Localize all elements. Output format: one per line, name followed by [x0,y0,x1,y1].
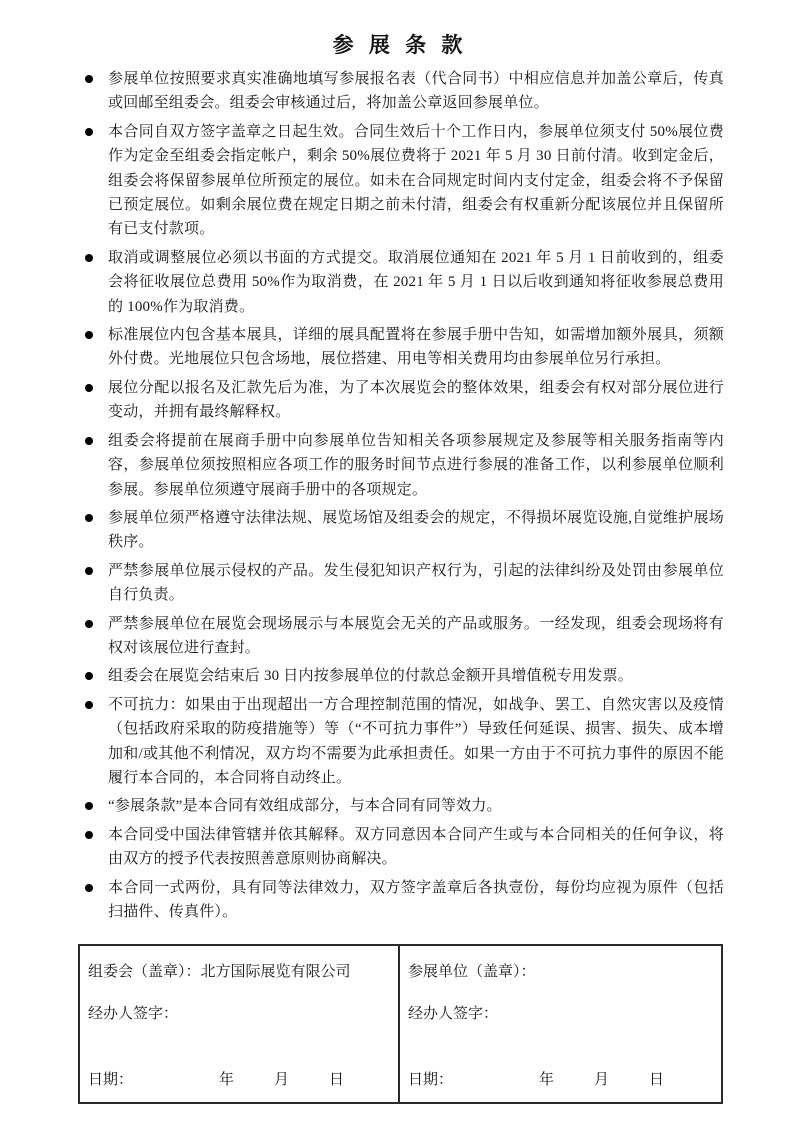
term-item [84,823,724,872]
bullet-icon [85,701,93,709]
term-text: 不可抗力：如果由于出现超出一方合理控制范围的情况，如战争、罢工、自然灾害以及疫情（包括政府采取的防疫措施等）等（“不可抗力事件”）导致任何延误、损害、损失、成本增加和/或其他不利情况，双方均不需要为此承担责任。如果一方由于不可抗力事件的原因不能履行本合同的，本合同将自动终止。 [108,696,724,786]
term-text: 组委会在展览会结束后 30 日内按参展单位的付款总金额开具增值税专用发票。 [108,668,633,685]
term-item [84,246,724,319]
term-text: 标准展位内包含基本展具，详细的展具配置将在参展手册中告知，如需增加额外展具，须额外付费。光地展位只包含场地，展位搭建、用电等相关费用均由参展单位另行承担。 [108,327,724,368]
bullet-icon [85,567,93,575]
page-title: 参 展 条 款 [332,33,468,57]
bullet-icon [85,831,93,839]
term-item [84,876,724,925]
bullet-icon [85,620,93,628]
term-item [84,120,724,242]
bullet-icon [85,802,93,810]
term-text: 严禁参展单位展示侵权的产品。发生侵犯知识产权行为，引起的法律纠纷及处罚由参展单位自行负责。 [108,562,724,604]
term-text: 本合同受中国法律管辖并依其解释。双方同意因本合同产生或与本合同相关的任何争议，将由双方的授予代表按照善意原则协商解决。 [108,826,724,868]
exhibitor-day-label: 日 [649,1072,665,1089]
term-text: 本合同一式两份，具有同等法律效力，双方签字盖章后各执壹份，每份均应视为原件（包括扫描件、传真件）。 [108,879,724,920]
bullet-icon [85,672,93,680]
exhibitor-month-label: 月 [594,1072,610,1089]
term-text: 参展单位须严格遵守法律法规、展览场馆及组委会的规定，不得损坏展览设施,自觉维护展场秩序。 [108,509,724,551]
term-text: 参展单位按照要求真实准确地填写参展报名表（代合同书）中相应信息并加盖公章后，传真或回邮至组委会。组委会审核通过后，将加盖公章返回参展单位。 [108,71,724,112]
term-text: 展位分配以报名及汇款先后为准，为了本次展览会的整体效果，组委会有权对部分展位进行变动，并拥有最终解释权。 [108,379,724,421]
organizer-date-line [88,1070,388,1090]
term-item [84,559,724,608]
term-item [84,429,724,502]
bullet-icon [85,128,93,136]
term-text: 本合同自双方签字盖章之日起生效。合同生效后十个工作日内，参展单位须支付 50%展位费作为定金至组委会指定帐户，剩余 50%展位费将于 2021 年 5 月 30 日前付清。收到定金后，组委会将保留参展单位所预定的展位。如未在合同规定时间内支付定金，组委会将不予保留已预定展位。如剩余展位费在规定日期之前未付清，组委会有权重新分配该展位并且保留所有已支付款项。 [108,123,724,238]
exhibitor-stamp-label: 参展单位（盖章）： [408,964,536,981]
bullet-icon [85,437,93,445]
bullet-icon [85,884,93,892]
organizer-signature-cell [79,945,399,1103]
bullet-icon [85,331,93,339]
bullet-icon [85,384,93,392]
organizer-day-label: 日 [329,1072,345,1089]
organizer-month-label: 月 [274,1072,290,1089]
term-text: 严禁参展单位在展览会现场展示与本展览会无关的产品或服务。一经发现，组委会现场将有权对该展位进行查封。 [108,615,724,656]
bullet-icon [85,75,93,83]
signature-table [78,944,723,1104]
organizer-signer-label: 经办人签字： [88,1006,179,1023]
term-item [84,693,724,791]
term-item [84,376,724,425]
term-text: 组委会将提前在展商手册中向参展单位告知相关各项参展规定及参展等相关服务指南等内容，参展单位须按照相应各项工作的服务时间节点进行参展的准备工作，以利参展单位顺利参展。参展单位须遵守展商手册中的各项规定。 [108,432,724,498]
organizer-stamp-label: 组委会（盖章）：北方国际展览有限公司 [88,964,351,981]
organizer-year-label: 年 [219,1072,235,1089]
term-text: 取消或调整展位必须以书面的方式提交。取消展位通知在 2021 年 5 月 1 日前收到的，组委会将征收展位总费用 50%作为取消费，在 2021 年 5 月 1 日以后收到通知将征收参展总费用的 100%作为取消费。 [108,249,724,315]
term-item [84,612,724,661]
term-item [84,794,724,818]
term-item [84,506,724,555]
signature-row [79,945,722,1103]
terms-list [0,67,800,924]
bullet-icon [85,254,93,262]
exhibitor-year-label: 年 [539,1072,555,1089]
exhibitor-signer-label: 经办人签字： [408,1006,499,1023]
organizer-date-label: 日期： [88,1072,134,1089]
exhibitor-date-line [408,1070,711,1090]
exhibitor-date-label: 日期： [408,1072,454,1089]
bullet-icon [85,514,93,522]
term-item [84,323,724,372]
term-item [84,67,724,116]
term-text: “参展条款”是本合同有效组成部分，与本合同有同等效力。 [108,798,502,815]
exhibitor-signature-cell [399,945,722,1103]
term-item [84,664,724,688]
